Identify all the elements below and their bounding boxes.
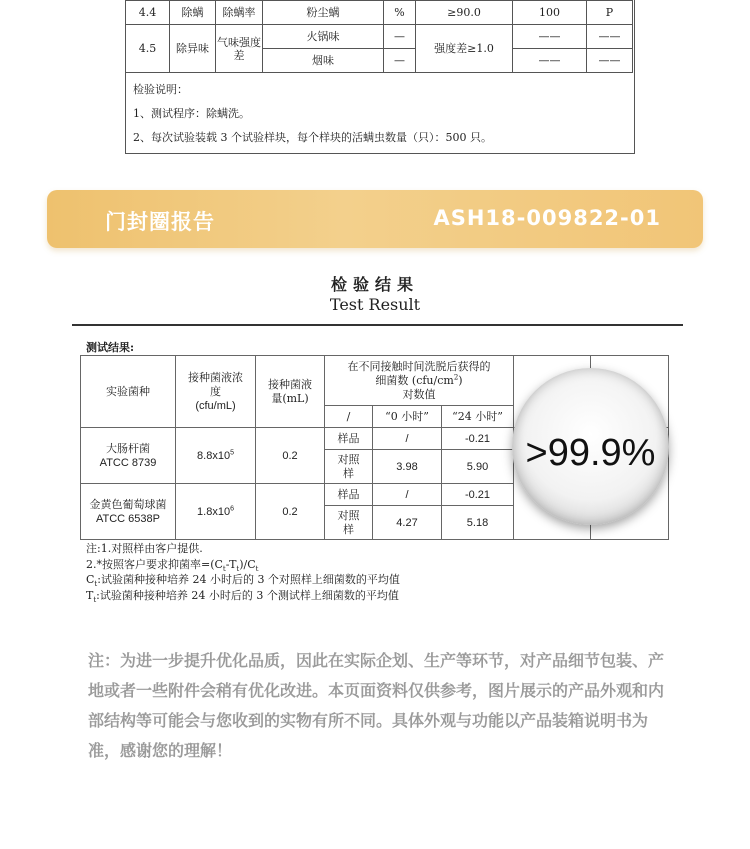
result-notes: 注:1.对照样由客户提供. 2.*按照客户要求抑菌率$=(C_t-T_t)/C_t$ $C_t$:试验菌种接种培养 24 小时后的 3 个对照样上细菌数的平均值 $T_t$:试验菌种接种培养 24 小时后的 3 个测试样上细菌数的平均值 (86, 542, 400, 604)
table-row: 大肠杆菌 ATCC 8739 $8.8x10^5$ 0.2 样品 / -0.21 (81, 428, 669, 450)
divider (72, 324, 683, 326)
table-row: 对照样 3.98 5.90 (81, 450, 669, 484)
table-row: 4.5 除异味 气味强度差 火锅味 — 强度差≥1.0 —— —— (126, 25, 633, 49)
section-label: 测试结果: (86, 341, 135, 354)
table-header-row: 实验菌种 接种菌液浓度 (cfu/mL) 接种菌液量(mL) 在不同接触时间洗脱后获得的 细菌数 $(cfu/cm^2)$ 对数值 (81, 356, 669, 406)
report-banner (47, 190, 703, 248)
banner-title: 门封圈报告 (105, 210, 215, 234)
magnifier-lens (512, 368, 669, 525)
top-notes: 检验说明： 1、测试程序：除螨洗。 2、每次试验装载 3 个试验样块，每个样块的活螨虫数量（只）：500 只。 (133, 83, 492, 144)
top-test-table (125, 0, 633, 73)
table-header-row: / “0 小时” “24 小时” (81, 406, 669, 428)
table-row: 金黄色葡萄球菌 ATCC 6538P $1.8x10^6$ 0.2 样品 / -0.21 (81, 484, 669, 506)
table-row: 4.4 除螨 除螨率 粉尘螨 % ≥90.0 100 P (126, 1, 633, 25)
disclaimer-text: 注：为进一步提升优化品质，因此在实际企划、生产等环节，对产品细节包装、产地或者一些附件会稍有优化改进。本页面资料仅供参考，图片展示的产品外观和内部结构等可能会与您收到的实物有所不同。具体外观与功能以产品装箱说明书为准，感谢您的理解！ (88, 651, 665, 760)
banner-report-code: ASH18-009822-01 (433, 206, 661, 230)
table-row: 烟味 — —— —— (126, 49, 633, 73)
antibacterial-rate: >99.9% (525, 432, 656, 474)
result-title-cn: 检验结果 (330, 275, 419, 294)
table-row: 对照样 4.27 5.18 (81, 506, 669, 540)
result-title-en: Test Result (329, 295, 421, 314)
